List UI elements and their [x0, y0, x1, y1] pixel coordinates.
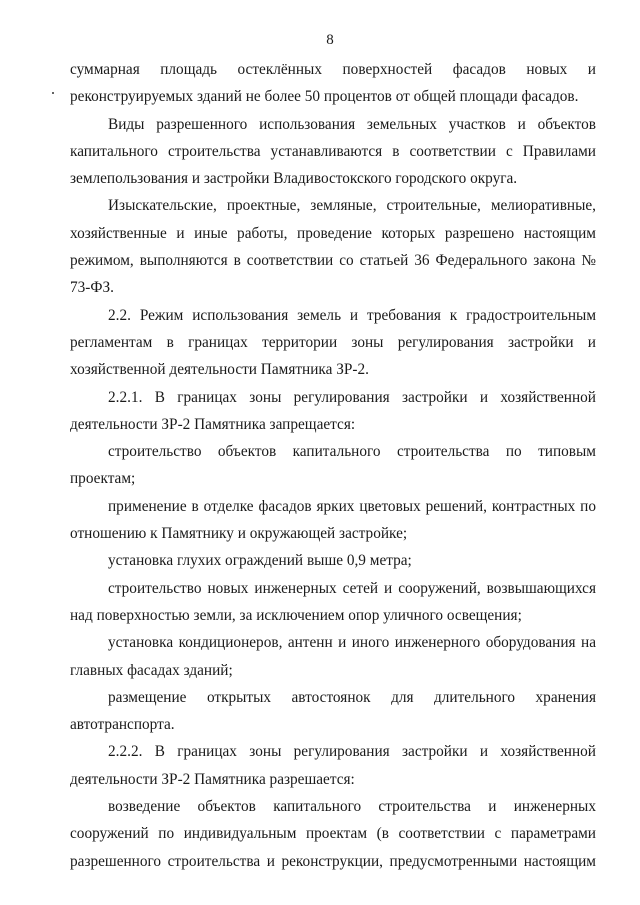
paragraph-survey-works: Изыскательские, проектные, земляные, строительные, мелиоративные, хозяйственные и иные работы, проведение которых разрешено настоящим режимом, выполняются в соответствии со статьей 36 Федерального закона № 73-ФЗ. [70, 197, 596, 297]
paragraph-section-2-2-2: 2.2.2. В границах зоны регулирования застройки и хозяйственной деятельности ЗР-2 Памятника разрешается: [70, 743, 596, 788]
paragraph-facade-glazing [70, 56, 596, 111]
list-item-prohibited-bright-colors: применение в отделке фасадов ярких цветовых решений, контрастных по отношению к Памятнику и окружающей застройке; [70, 497, 596, 543]
page-number: 8 [326, 32, 334, 48]
list-item-permitted-construction: возведение объектов капитального строительства и инженерных сооружений по индивидуальным проектам (в соответствии с параметрами разрешенного строительства и реконструкции, предусмотренными настоящим [70, 798, 596, 870]
paragraph-section-2-2-1: 2.2.1. В границах зоны регулирования застройки и хозяйственной деятельности ЗР-2 Памятника запрещается: [70, 388, 596, 433]
paragraph-facade-glazing-line-1: суммарная площадь остеклённых поверхностей фасадов новых и [70, 61, 596, 78]
list-item-prohibited-fences: установка глухих ограждений выше 0,9 метра; [108, 552, 412, 570]
list-item-prohibited-parking: размещение открытых автостоянок для длительного хранения автотранспорта. [70, 688, 596, 734]
paragraph-facade-glazing-line-2: реконструируемых зданий не более 50 процентов от общей площади фасадов. [70, 88, 579, 106]
list-item-prohibited-air-conditioners: установка кондиционеров, антенн и иного инженерного оборудования на главных фасадах зданий; [70, 634, 596, 679]
paragraph-section-2-2: 2.2. Режим использования земель и требования к градостроительным регламентам в границах территории зоны регулирования застройки и хозяйственной деятельности Памятника ЗР-2. [70, 306, 596, 379]
list-item-prohibited-engineering-networks: строительство новых инженерных сетей и сооружений, возвышающихся над поверхностью земли, за исключением опор уличного освещения; [70, 579, 596, 624]
paragraph-permitted-use: Виды разрешенного использования земельных участков и объектов капитального строительства устанавливаются в соответствии с Правилами землепользования и застройки Владивостокского городского округа. [70, 115, 596, 188]
list-item-prohibited-typical-projects: строительство объектов капитального строительства по типовым проектам; [70, 443, 596, 488]
stray-mark [52, 92, 54, 94]
document-body [70, 56, 596, 875]
